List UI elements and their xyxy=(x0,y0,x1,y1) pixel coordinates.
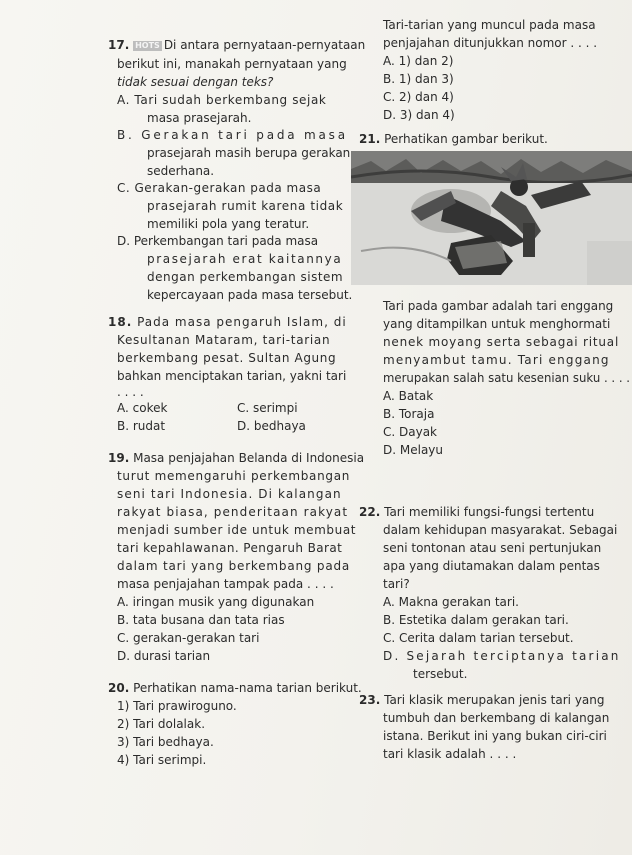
q21-after5: merupakan salah satu kesenian suku . . . . xyxy=(383,371,631,385)
q20-line1 xyxy=(108,681,362,695)
q22-option-b: B. Estetika dalam gerakan tari. xyxy=(383,613,569,627)
q20-option-c: C. 2) dan 4) xyxy=(383,90,454,104)
q17-line3: tidak sesuai dengan teks? xyxy=(117,75,274,89)
q21-option-d: D. Melayu xyxy=(383,443,443,457)
enggang-dance-illustration xyxy=(351,151,632,285)
q22-number: 22. xyxy=(359,505,381,519)
q23-text-1: Tari klasik merupakan jenis tari yang xyxy=(384,693,605,707)
q17-text-1: Di antara pernyataan-pernyataan xyxy=(163,38,366,52)
q17-option-d-cont: prasejarah erat kaitannya xyxy=(147,252,343,266)
q21-option-b: B. Toraja xyxy=(383,407,435,421)
q18-text-1: Pada masa pengaruh Islam, di xyxy=(137,315,347,329)
q18-option-d: D. bedhaya xyxy=(237,419,306,433)
q23-line2: tumbuh dan berkembang di kalangan xyxy=(383,711,610,725)
hots-badge: HOTS xyxy=(135,41,160,50)
q18-option-a: A. cokek xyxy=(117,401,168,415)
q17-option-a: A. Tari sudah berkembang sejak xyxy=(117,93,327,107)
q19-text-1: Masa penjajahan Belanda di Indonesia xyxy=(133,451,365,465)
q18-line1 xyxy=(108,315,347,329)
q18-line5: . . . . xyxy=(117,385,144,399)
q21-line1 xyxy=(359,132,548,146)
q18-line3: berkembang pesat. Sultan Agung xyxy=(117,351,337,365)
q19-line2: turut memengaruhi perkembangan xyxy=(117,469,351,483)
q17-option-d: D. Perkembangan tari pada masa xyxy=(117,234,319,248)
q23-line4: tari klasik adalah . . . . xyxy=(383,747,517,761)
q17-option-b-cont: prasejarah masih berupa gerakan xyxy=(147,146,351,160)
q21-after3: nenek moyang serta sebagai ritual xyxy=(383,335,620,349)
q19-line4: rakyat biasa, penderitaan rakyat xyxy=(117,505,349,519)
q20-option-b: B. 1) dan 3) xyxy=(383,72,454,86)
q19-line5: menjadi sumber ide untuk membuat xyxy=(117,523,357,537)
q20-text-1: Perhatikan nama-nama tarian berikut. xyxy=(133,681,362,695)
q17-option-a-cont: masa prasejarah. xyxy=(147,111,252,125)
q21-after1: Tari pada gambar adalah tari enggang xyxy=(383,299,614,313)
q22-line5: tari? xyxy=(383,577,410,591)
q19-line8: masa penjajahan tampak pada . . . . xyxy=(117,577,334,591)
q17-option-b: B. Gerakan tari pada masa xyxy=(117,128,348,142)
q20-cont-line2: penjajahan ditunjukkan nomor . . . . xyxy=(383,36,598,50)
q20-item-2: 2) Tari dolalak. xyxy=(117,717,206,731)
q17-number: 17. xyxy=(108,38,130,52)
q19-line1 xyxy=(108,451,364,465)
q21-after4: menyambut tamu. Tari enggang xyxy=(383,353,610,367)
q20-option-d: D. 3) dan 4) xyxy=(383,108,455,122)
q20-number: 20. xyxy=(108,681,130,695)
q22-line3: seni tontonan atau seni pertunjukan xyxy=(383,541,602,555)
q17-line2: berikut ini, manakah pernyataan yang xyxy=(117,57,347,71)
q20-option-a: A. 1) dan 2) xyxy=(383,54,454,68)
q17-option-c-cont: prasejarah rumit karena tidak xyxy=(147,199,344,213)
q22-option-d-cont: tersebut. xyxy=(413,667,468,681)
q23-line1 xyxy=(359,693,605,707)
q18-option-b: B. rudat xyxy=(117,419,166,433)
q22-line1 xyxy=(359,505,594,519)
q22-option-a: A. Makna gerakan tari. xyxy=(383,595,519,609)
q20-item-3: 3) Tari bedhaya. xyxy=(117,735,214,749)
q17-option-b-cont2: sederhana. xyxy=(147,164,215,178)
q23-number: 23. xyxy=(359,693,381,707)
q19-line3: seni tari Indonesia. Di kalangan xyxy=(117,487,342,501)
q21-after2: yang ditampilkan untuk menghormati xyxy=(383,317,611,331)
q19-number: 19. xyxy=(108,451,130,465)
q18-number: 18. xyxy=(108,315,133,329)
q22-line2: dalam kehidupan masyarakat. Sebagai xyxy=(383,523,618,537)
q21-option-c: C. Dayak xyxy=(383,425,438,439)
q19-option-b: B. tata busana dan tata rias xyxy=(117,613,285,627)
q18-option-c: C. serimpi xyxy=(237,401,298,415)
enggang-dance-photo xyxy=(351,151,632,285)
q23-line3: istana. Berikut ini yang bukan ciri-ciri xyxy=(383,729,607,743)
q17-line1 xyxy=(108,38,365,52)
q22-option-c: C. Cerita dalam tarian tersebut. xyxy=(383,631,574,645)
q17-option-c: C. Gerakan-gerakan pada masa xyxy=(117,181,322,195)
q17-option-c-cont2: memiliki pola yang teratur. xyxy=(147,217,310,231)
q19-option-c: C. gerakan-gerakan tari xyxy=(117,631,260,645)
q19-line6: tari kepahlawanan. Pengaruh Barat xyxy=(117,541,343,555)
q17-option-d-cont2: dengan perkembangan sistem xyxy=(147,270,344,284)
q20-cont-line1: Tari-tarian yang muncul pada masa xyxy=(383,18,596,32)
q20-item-4: 4) Tari serimpi. xyxy=(117,753,207,767)
q19-option-d: D. durasi tarian xyxy=(117,649,211,663)
q19-line7: dalam tari yang berkembang pada xyxy=(117,559,351,573)
q18-line2: Kesultanan Mataram, tari-tarian xyxy=(117,333,331,347)
q21-text-1: Perhatikan gambar berikut. xyxy=(384,132,548,146)
q17-option-d-cont3: kepercayaan pada masa tersebut. xyxy=(147,288,353,302)
q21-number: 21. xyxy=(359,132,381,146)
q21-option-a: A. Batak xyxy=(383,389,434,403)
q20-item-1: 1) Tari prawiroguno. xyxy=(117,699,237,713)
q22-text-1: Tari memiliki fungsi-fungsi tertentu xyxy=(384,505,595,519)
q22-line4: apa yang diutamakan dalam pentas xyxy=(383,559,600,573)
q22-option-d: D. Sejarah terciptanya tarian xyxy=(383,649,621,663)
q18-line4: bahkan menciptakan tarian, yakni tari xyxy=(117,369,347,383)
q19-option-a: A. iringan musik yang digunakan xyxy=(117,595,315,609)
